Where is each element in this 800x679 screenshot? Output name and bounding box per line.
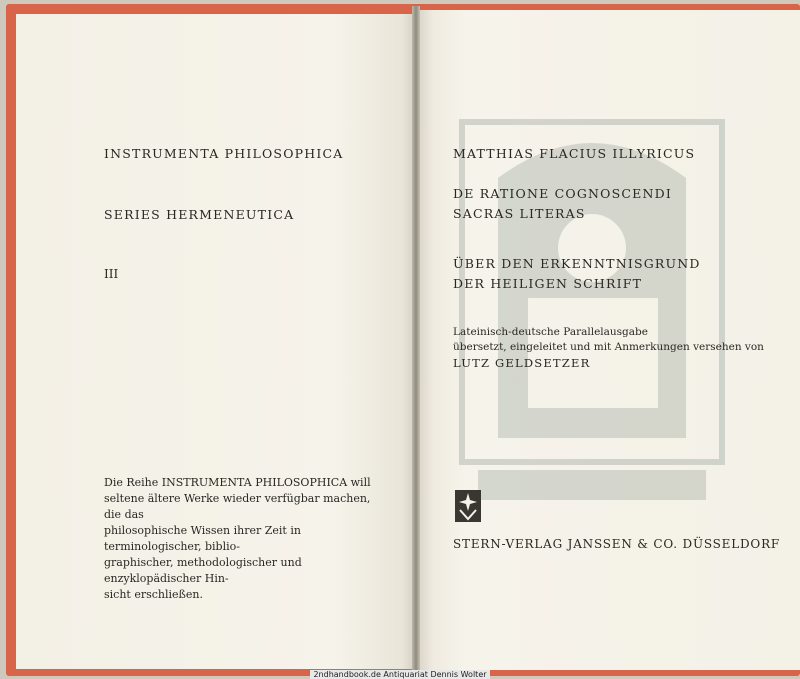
german-title-line1: ÜBER DEN ERKENNTNISGRUND [453, 256, 701, 271]
publisher-line: STERN-VERLAG JANSSEN & CO. DÜSSELDORF [453, 537, 781, 551]
edition-line1: Lateinisch-deutsche Parallelausgabe [453, 326, 648, 338]
book-gutter [412, 6, 420, 674]
watermark-text: 2ndhandbook.de Antiquariat Dennis Wolter [310, 670, 489, 679]
description-line: graphischer, methodologischer und enzyklopädischer Hin- [104, 556, 302, 585]
german-title-line2: DER HEILIGEN SCHRIFT [453, 276, 643, 291]
description-line: Die Reihe INSTRUMENTA PHILOSOPHICA will [104, 476, 371, 489]
edition-line2: übersetzt, eingeleitet und mit Anmerkungen versehen von [453, 341, 764, 353]
author-name: MATTHIAS FLACIUS ILLYRICUS [453, 146, 696, 161]
latin-title-line2: SACRAS LITERAS [453, 206, 586, 221]
latin-title-line1: DE RATIONE COGNOSCENDI [453, 186, 672, 201]
description-line: seltene ältere Werke wieder verfügbar machen, die das [104, 492, 371, 521]
editor-name: LUTZ GELDSETZER [453, 356, 591, 370]
description-line: philosophische Wissen ihrer Zeit in terminologischer, biblio- [104, 524, 301, 553]
series-subtitle: SERIES HERMENEUTICA [104, 207, 295, 222]
description-line: sicht erschließen. [104, 588, 203, 601]
frontispiece-show-through [458, 118, 726, 518]
series-description [104, 475, 389, 603]
star-icon [455, 490, 481, 522]
series-title: INSTRUMENTA PHILOSOPHICA [104, 146, 344, 161]
volume-number: III [104, 267, 119, 281]
publisher-star-logo [455, 490, 481, 522]
footer-watermark [0, 670, 800, 679]
